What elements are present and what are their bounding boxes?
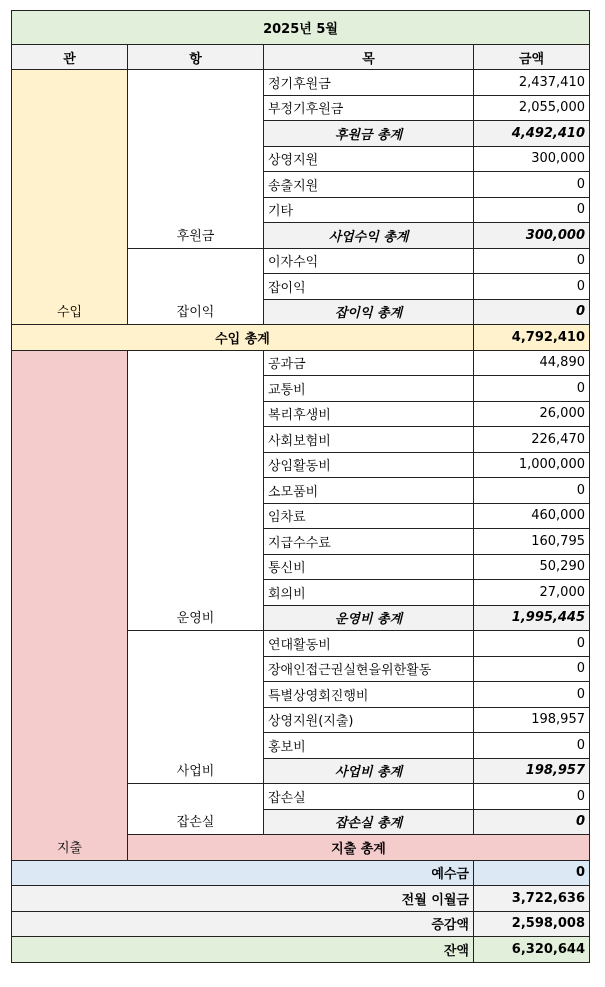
subtotal-amount: 198,957: [474, 758, 590, 784]
item-amount: 0: [474, 682, 590, 708]
item-name: 상임활동비: [264, 452, 474, 478]
ledger-table: [11, 10, 590, 963]
item-amount: 160,795: [474, 529, 590, 555]
item-name: 상영지원(지출): [264, 707, 474, 733]
item-amount: 0: [474, 197, 590, 223]
header-mok: 목: [264, 45, 474, 70]
item-amount: 1,000,000: [474, 452, 590, 478]
item-name: 홍보비: [264, 733, 474, 759]
project-label: 사업비: [128, 631, 264, 784]
item-name: 특별상영회진행비: [264, 682, 474, 708]
income-label: 수입: [12, 70, 128, 325]
expense-total-label: 지출 총계: [128, 835, 590, 861]
item-amount: 198,957: [474, 707, 590, 733]
balance-amount: 6,320,644: [474, 937, 590, 963]
item-name: 지급수수료: [264, 529, 474, 555]
item-name: 잡손실: [264, 784, 474, 810]
misc-label: 잡이익: [128, 248, 264, 325]
income-total-amount: 4,792,410: [474, 325, 590, 351]
item-name: 장애인접근권실현을위한활동: [264, 656, 474, 682]
prev-balance-label: 전월 이월금: [12, 886, 474, 912]
subtotal-amount: 0: [474, 299, 590, 325]
prev-balance-amount: 3,722,636: [474, 886, 590, 912]
item-name: 부정기후원금: [264, 95, 474, 121]
header-hang: 항: [128, 45, 264, 70]
income-total-label: 수입 총계: [12, 325, 474, 351]
expense-label: 지출: [12, 350, 128, 860]
subtotal-amount: 0: [474, 809, 590, 835]
subtotal-label: 사업비 총계: [264, 758, 474, 784]
donation-label: 후원금: [128, 70, 264, 249]
item-amount: 0: [474, 172, 590, 198]
diff-amount: 2,598,008: [474, 911, 590, 937]
subtotal-amount: 4,492,410: [474, 121, 590, 147]
subtotal-amount: 300,000: [474, 223, 590, 249]
item-amount: 0: [474, 733, 590, 759]
loss-label: 잡손실: [128, 784, 264, 835]
item-name: 이자수익: [264, 248, 474, 274]
item-amount: 0: [474, 274, 590, 300]
header-amount: 금액: [474, 45, 590, 70]
item-name: 정기후원금: [264, 70, 474, 96]
item-amount: 0: [474, 478, 590, 504]
item-amount: 27,000: [474, 580, 590, 606]
item-amount: 2,055,000: [474, 95, 590, 121]
item-amount: 44,890: [474, 350, 590, 376]
item-amount: 0: [474, 376, 590, 402]
item-amount: 0: [474, 784, 590, 810]
item-amount: 226,470: [474, 427, 590, 453]
item-amount: 26,000: [474, 401, 590, 427]
subtotal-label: 잡손실 총계: [264, 809, 474, 835]
item-amount: 300,000: [474, 146, 590, 172]
item-name: 송출지원: [264, 172, 474, 198]
item-amount: 50,290: [474, 554, 590, 580]
item-name: 임차료: [264, 503, 474, 529]
item-amount: 0: [474, 631, 590, 657]
item-name: 연대활동비: [264, 631, 474, 657]
item-name: 기타: [264, 197, 474, 223]
header-gwan: 관: [12, 45, 128, 70]
item-name: 소모품비: [264, 478, 474, 504]
item-name: 잡이익: [264, 274, 474, 300]
item-name: 회의비: [264, 580, 474, 606]
deposit-label: 예수금: [12, 860, 474, 886]
item-name: 통신비: [264, 554, 474, 580]
subtotal-label: 사업수익 총계: [264, 223, 474, 249]
subtotal-label: 후원금 총계: [264, 121, 474, 147]
item-amount: 0: [474, 656, 590, 682]
item-name: 교통비: [264, 376, 474, 402]
subtotal-label: 운영비 총계: [264, 605, 474, 631]
item-name: 사회보험비: [264, 427, 474, 453]
sheet-title: 2025년 5월: [12, 11, 590, 45]
balance-label: 잔액: [12, 937, 474, 963]
item-amount: 2,437,410: [474, 70, 590, 96]
item-amount: 460,000: [474, 503, 590, 529]
subtotal-label: 잡이익 총계: [264, 299, 474, 325]
subtotal-amount: 1,995,445: [474, 605, 590, 631]
operating-label: 운영비: [128, 350, 264, 631]
deposit-amount: 0: [474, 860, 590, 886]
item-name: 복리후생비: [264, 401, 474, 427]
item-name: 상영지원: [264, 146, 474, 172]
item-name: 공과금: [264, 350, 474, 376]
item-amount: 0: [474, 248, 590, 274]
diff-label: 증감액: [12, 911, 474, 937]
